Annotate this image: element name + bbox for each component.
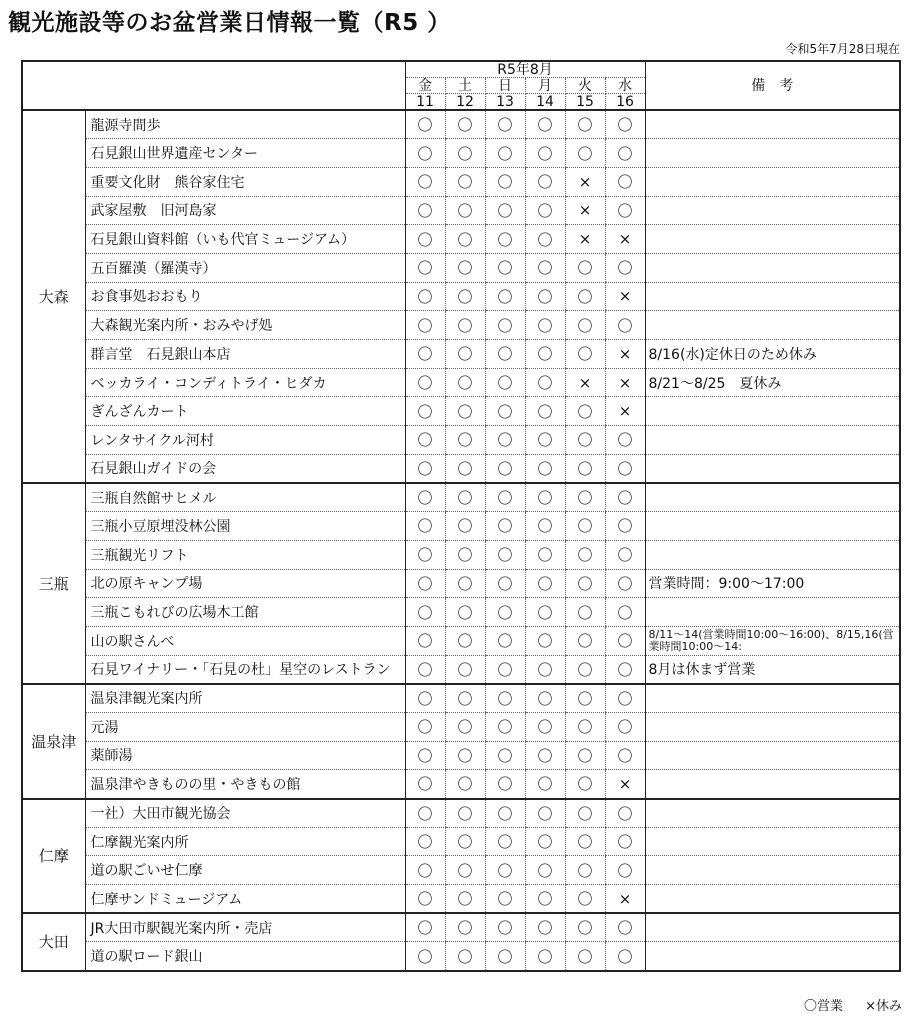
table-row	[22, 282, 900, 311]
status-mark: 〇	[485, 540, 525, 569]
facility-name: 三瓶こもれびの広場木工館	[85, 598, 405, 627]
table-row	[22, 196, 900, 225]
status-mark: 〇	[405, 512, 445, 541]
status-mark: 〇	[605, 139, 645, 168]
status-mark: 〇	[605, 167, 645, 196]
status-mark: 〇	[525, 282, 565, 311]
status-mark: 〇	[445, 311, 485, 340]
area-label: 大田	[22, 913, 85, 970]
status-mark: 〇	[445, 626, 485, 655]
facility-name: 三瓶小豆原埋没林公園	[85, 512, 405, 541]
status-mark: 〇	[405, 139, 445, 168]
status-mark: 〇	[405, 827, 445, 856]
status-mark: 〇	[565, 827, 605, 856]
status-mark: 〇	[485, 942, 525, 971]
status-mark: 〇	[605, 569, 645, 598]
header-day: 13	[485, 94, 525, 111]
status-mark: 〇	[565, 885, 605, 914]
status-mark: 〇	[485, 253, 525, 282]
note-cell: 営業時間：9:00～17:00	[645, 569, 900, 598]
status-mark: 〇	[405, 741, 445, 770]
note-cell	[645, 397, 900, 426]
status-mark: 〇	[485, 684, 525, 713]
facility-name: 仁摩観光案内所	[85, 827, 405, 856]
status-mark: 〇	[525, 512, 565, 541]
note-cell	[645, 684, 900, 713]
status-mark: 〇	[605, 942, 645, 971]
status-mark: ×	[605, 885, 645, 914]
note-cell	[645, 741, 900, 770]
facility-name: 一社）大田市観光協会	[85, 799, 405, 828]
status-mark: 〇	[565, 311, 605, 340]
table-row	[22, 540, 900, 569]
status-mark: 〇	[405, 540, 445, 569]
status-mark: 〇	[565, 282, 605, 311]
status-mark: 〇	[445, 885, 485, 914]
status-mark: 〇	[445, 512, 485, 541]
status-mark: 〇	[445, 712, 485, 741]
facility-name: 石見銀山世界遺産センター	[85, 139, 405, 168]
status-mark: 〇	[445, 856, 485, 885]
facility-name: 石見銀山ガイドの会	[85, 454, 405, 483]
status-mark: 〇	[605, 655, 645, 684]
table-row	[22, 225, 900, 254]
status-mark: 〇	[525, 712, 565, 741]
table-row	[22, 712, 900, 741]
status-mark: 〇	[565, 684, 605, 713]
status-mark: 〇	[485, 110, 525, 139]
status-mark: 〇	[405, 167, 445, 196]
legend-closed: ×休み	[865, 999, 902, 1014]
status-mark: 〇	[525, 626, 565, 655]
note-cell	[645, 540, 900, 569]
status-mark: 〇	[445, 368, 485, 397]
status-mark: 〇	[565, 454, 605, 483]
page-title: 観光施設等のお盆営業日情報一覧（R5 ）	[8, 10, 451, 36]
facility-name: 龍源寺間歩	[85, 110, 405, 139]
table-row	[22, 885, 900, 914]
note-cell	[645, 225, 900, 254]
note-cell	[645, 483, 900, 512]
status-mark: 〇	[445, 225, 485, 254]
note-cell	[645, 913, 900, 942]
facility-name: 五百羅漢（羅漢寺）	[85, 253, 405, 282]
table-row	[22, 799, 900, 828]
status-mark: 〇	[485, 741, 525, 770]
status-mark: 〇	[445, 454, 485, 483]
status-mark: 〇	[405, 799, 445, 828]
table-row	[22, 167, 900, 196]
table-row	[22, 512, 900, 541]
status-mark: 〇	[445, 684, 485, 713]
facility-name: 山の駅さんべ	[85, 626, 405, 655]
status-mark: 〇	[445, 253, 485, 282]
status-mark: 〇	[485, 139, 525, 168]
status-mark: 〇	[525, 913, 565, 942]
facility-name: 元湯	[85, 712, 405, 741]
status-mark: 〇	[565, 856, 605, 885]
header-weekday: 火	[565, 78, 605, 94]
status-mark: 〇	[485, 397, 525, 426]
note-cell: 8/21～8/25 夏休み	[645, 368, 900, 397]
table-row	[22, 913, 900, 942]
status-mark: 〇	[405, 368, 445, 397]
table-row	[22, 340, 900, 369]
status-mark: 〇	[525, 942, 565, 971]
table-row	[22, 253, 900, 282]
status-mark: 〇	[405, 196, 445, 225]
status-mark: 〇	[485, 626, 525, 655]
status-mark: 〇	[565, 712, 605, 741]
table-row	[22, 741, 900, 770]
status-mark: 〇	[605, 540, 645, 569]
status-mark: 〇	[525, 540, 565, 569]
note-cell	[645, 799, 900, 828]
facility-name: 温泉津観光案内所	[85, 684, 405, 713]
status-mark: 〇	[565, 426, 605, 455]
status-mark: 〇	[405, 454, 445, 483]
status-mark: ×	[565, 196, 605, 225]
status-mark: 〇	[445, 196, 485, 225]
status-mark: ×	[565, 167, 605, 196]
table-row	[22, 655, 900, 684]
status-mark: 〇	[525, 569, 565, 598]
note-cell	[645, 512, 900, 541]
table-row	[22, 684, 900, 713]
status-mark: 〇	[405, 253, 445, 282]
status-mark: 〇	[605, 626, 645, 655]
status-mark: 〇	[485, 827, 525, 856]
status-mark: 〇	[485, 483, 525, 512]
facility-name: ベッカライ・コンディトライ・ヒダカ	[85, 368, 405, 397]
status-mark: 〇	[485, 340, 525, 369]
status-mark: 〇	[445, 799, 485, 828]
status-mark: 〇	[405, 311, 445, 340]
note-cell	[645, 454, 900, 483]
status-mark: 〇	[405, 110, 445, 139]
status-mark: 〇	[485, 225, 525, 254]
header-day: 14	[525, 94, 565, 111]
status-mark: 〇	[445, 827, 485, 856]
status-mark: 〇	[525, 770, 565, 799]
status-mark: 〇	[445, 741, 485, 770]
status-mark: 〇	[445, 340, 485, 369]
status-mark: 〇	[565, 397, 605, 426]
table-row	[22, 569, 900, 598]
status-mark: 〇	[445, 139, 485, 168]
status-mark: 〇	[565, 512, 605, 541]
status-mark: 〇	[565, 598, 605, 627]
status-mark: 〇	[485, 712, 525, 741]
status-mark: 〇	[605, 253, 645, 282]
header-weekday: 日	[485, 78, 525, 94]
status-mark: 〇	[485, 512, 525, 541]
status-mark: 〇	[485, 885, 525, 914]
status-mark: 〇	[525, 885, 565, 914]
facility-name: 武家屋敷 旧河島家	[85, 196, 405, 225]
status-mark: 〇	[525, 827, 565, 856]
note-cell	[645, 942, 900, 971]
status-mark: ×	[605, 770, 645, 799]
status-mark: 〇	[525, 856, 565, 885]
status-mark: 〇	[445, 483, 485, 512]
status-mark: 〇	[405, 626, 445, 655]
table-row	[22, 770, 900, 799]
header-month: R5年8月	[405, 61, 645, 78]
status-mark: 〇	[485, 799, 525, 828]
facility-name: 薬師湯	[85, 741, 405, 770]
note-cell	[645, 167, 900, 196]
status-mark: 〇	[485, 368, 525, 397]
status-mark: 〇	[525, 225, 565, 254]
facility-name: 仁摩サンドミュージアム	[85, 885, 405, 914]
note-cell	[645, 253, 900, 282]
status-mark: 〇	[525, 340, 565, 369]
area-label: 仁摩	[22, 799, 85, 914]
status-mark: 〇	[405, 770, 445, 799]
note-cell	[645, 770, 900, 799]
status-mark: 〇	[525, 598, 565, 627]
facility-name: ぎんざんカート	[85, 397, 405, 426]
status-mark: 〇	[525, 426, 565, 455]
status-mark: 〇	[565, 340, 605, 369]
table-row	[22, 368, 900, 397]
status-mark: 〇	[605, 856, 645, 885]
status-mark: 〇	[605, 684, 645, 713]
legend-open: 〇営業	[803, 999, 843, 1014]
status-mark: 〇	[565, 770, 605, 799]
legend	[786, 995, 902, 1014]
status-mark: 〇	[525, 139, 565, 168]
business-days-table	[21, 60, 901, 972]
status-mark: 〇	[565, 626, 605, 655]
note-cell	[645, 139, 900, 168]
table-row	[22, 397, 900, 426]
status-mark: 〇	[445, 913, 485, 942]
status-mark: 〇	[445, 426, 485, 455]
status-mark: 〇	[485, 454, 525, 483]
area-label: 大森	[22, 110, 85, 483]
note-cell	[645, 856, 900, 885]
facility-name: 北の原キャンプ場	[85, 569, 405, 598]
facility-name: 三瓶自然館サヒメル	[85, 483, 405, 512]
status-mark: 〇	[605, 512, 645, 541]
note-cell	[645, 885, 900, 914]
note-cell	[645, 110, 900, 139]
note-cell	[645, 282, 900, 311]
status-mark: 〇	[485, 426, 525, 455]
status-mark: 〇	[525, 741, 565, 770]
status-mark: 〇	[605, 598, 645, 627]
header-day: 16	[605, 94, 645, 111]
header-weekday: 土	[445, 78, 485, 94]
status-mark: 〇	[605, 483, 645, 512]
status-mark: 〇	[405, 569, 445, 598]
status-mark: 〇	[605, 454, 645, 483]
status-mark: ×	[605, 340, 645, 369]
note-cell	[645, 712, 900, 741]
status-mark: 〇	[525, 311, 565, 340]
status-mark: 〇	[485, 196, 525, 225]
note-cell	[645, 598, 900, 627]
status-mark: 〇	[565, 741, 605, 770]
status-mark: 〇	[485, 856, 525, 885]
header-day: 12	[445, 94, 485, 111]
status-mark: 〇	[525, 196, 565, 225]
status-mark: 〇	[565, 942, 605, 971]
status-mark: 〇	[405, 856, 445, 885]
status-mark: 〇	[525, 167, 565, 196]
status-mark: 〇	[605, 741, 645, 770]
status-mark: 〇	[485, 569, 525, 598]
facility-name: 三瓶観光リフト	[85, 540, 405, 569]
facility-name: 大森観光案内所・おみやげ処	[85, 311, 405, 340]
facility-name: お食事処おおもり	[85, 282, 405, 311]
status-mark: 〇	[485, 282, 525, 311]
status-mark: 〇	[405, 942, 445, 971]
status-mark: 〇	[525, 483, 565, 512]
status-mark: 〇	[445, 110, 485, 139]
status-mark: ×	[565, 225, 605, 254]
table-row	[22, 426, 900, 455]
status-mark: 〇	[445, 167, 485, 196]
status-mark: 〇	[565, 139, 605, 168]
table-row	[22, 454, 900, 483]
status-mark: 〇	[605, 110, 645, 139]
status-mark: 〇	[445, 540, 485, 569]
note-cell: 8月は休まず営業	[645, 655, 900, 684]
status-mark: 〇	[565, 483, 605, 512]
header-weekday: 月	[525, 78, 565, 94]
header-weekday: 水	[605, 78, 645, 94]
table-row	[22, 942, 900, 971]
status-mark: 〇	[565, 655, 605, 684]
status-mark: ×	[565, 368, 605, 397]
status-mark: 〇	[445, 770, 485, 799]
status-mark: 〇	[485, 311, 525, 340]
table-row	[22, 827, 900, 856]
note-cell	[645, 827, 900, 856]
status-mark: 〇	[405, 340, 445, 369]
facility-name: レンタサイクル河村	[85, 426, 405, 455]
note-cell: 8/11～14(営業時間10:00～16:00)、8/15,16(営業時間10:00～14:	[645, 626, 900, 655]
status-mark: 〇	[525, 253, 565, 282]
table-row	[22, 311, 900, 340]
status-mark: 〇	[525, 397, 565, 426]
status-mark: 〇	[525, 368, 565, 397]
status-mark: 〇	[445, 397, 485, 426]
status-mark: 〇	[565, 253, 605, 282]
status-mark: 〇	[565, 913, 605, 942]
status-mark: 〇	[525, 655, 565, 684]
status-mark: ×	[605, 225, 645, 254]
status-mark: 〇	[525, 684, 565, 713]
status-mark: 〇	[445, 569, 485, 598]
status-mark: 〇	[445, 942, 485, 971]
as-of-date: 令和5年7月28日現在	[785, 42, 900, 56]
status-mark: 〇	[605, 827, 645, 856]
status-mark: ×	[605, 368, 645, 397]
table-row	[22, 110, 900, 139]
status-mark: 〇	[405, 712, 445, 741]
note-cell: 8/16(水)定休日のため休み	[645, 340, 900, 369]
status-mark: 〇	[565, 110, 605, 139]
area-label: 温泉津	[22, 684, 85, 799]
facility-name: 道の駅ごいせ仁摩	[85, 856, 405, 885]
note-cell	[645, 196, 900, 225]
status-mark: 〇	[445, 598, 485, 627]
facility-name: 重要文化財 熊谷家住宅	[85, 167, 405, 196]
status-mark: 〇	[405, 913, 445, 942]
status-mark: 〇	[525, 454, 565, 483]
status-mark: 〇	[405, 885, 445, 914]
status-mark: 〇	[525, 799, 565, 828]
header-day: 15	[565, 94, 605, 111]
status-mark: 〇	[405, 225, 445, 254]
status-mark: 〇	[485, 770, 525, 799]
header-note: 備 考	[645, 61, 900, 110]
status-mark: 〇	[405, 282, 445, 311]
status-mark: 〇	[525, 110, 565, 139]
facility-name: JR大田市駅観光案内所・売店	[85, 913, 405, 942]
status-mark: 〇	[565, 799, 605, 828]
status-mark: 〇	[605, 712, 645, 741]
status-mark: 〇	[605, 426, 645, 455]
facility-name: 石見ワイナリー・「石見の杜」星空のレストラン	[85, 655, 405, 684]
table-row	[22, 856, 900, 885]
area-label: 三瓶	[22, 483, 85, 684]
status-mark: 〇	[485, 167, 525, 196]
status-mark: 〇	[605, 196, 645, 225]
note-cell	[645, 311, 900, 340]
facility-name: 群言堂 石見銀山本店	[85, 340, 405, 369]
status-mark: 〇	[445, 655, 485, 684]
status-mark: 〇	[605, 799, 645, 828]
status-mark: 〇	[485, 913, 525, 942]
table-row	[22, 598, 900, 627]
status-mark: ×	[605, 282, 645, 311]
status-mark: ×	[605, 397, 645, 426]
status-mark: 〇	[405, 655, 445, 684]
header-blank	[22, 61, 405, 110]
status-mark: 〇	[405, 483, 445, 512]
status-mark: 〇	[605, 913, 645, 942]
status-mark: 〇	[405, 684, 445, 713]
header-day: 11	[405, 94, 445, 111]
status-mark: 〇	[485, 598, 525, 627]
table-row	[22, 626, 900, 655]
status-mark: 〇	[445, 282, 485, 311]
status-mark: 〇	[565, 540, 605, 569]
status-mark: 〇	[605, 311, 645, 340]
header-weekday: 金	[405, 78, 445, 94]
table-row	[22, 483, 900, 512]
facility-name: 道の駅ロード銀山	[85, 942, 405, 971]
status-mark: 〇	[405, 397, 445, 426]
facility-name: 石見銀山資料館（いも代官ミュージアム）	[85, 225, 405, 254]
status-mark: 〇	[485, 655, 525, 684]
note-cell	[645, 426, 900, 455]
table-row	[22, 139, 900, 168]
status-mark: 〇	[565, 569, 605, 598]
status-mark: 〇	[405, 426, 445, 455]
facility-name: 温泉津やきものの里・やきもの館	[85, 770, 405, 799]
status-mark: 〇	[405, 598, 445, 627]
